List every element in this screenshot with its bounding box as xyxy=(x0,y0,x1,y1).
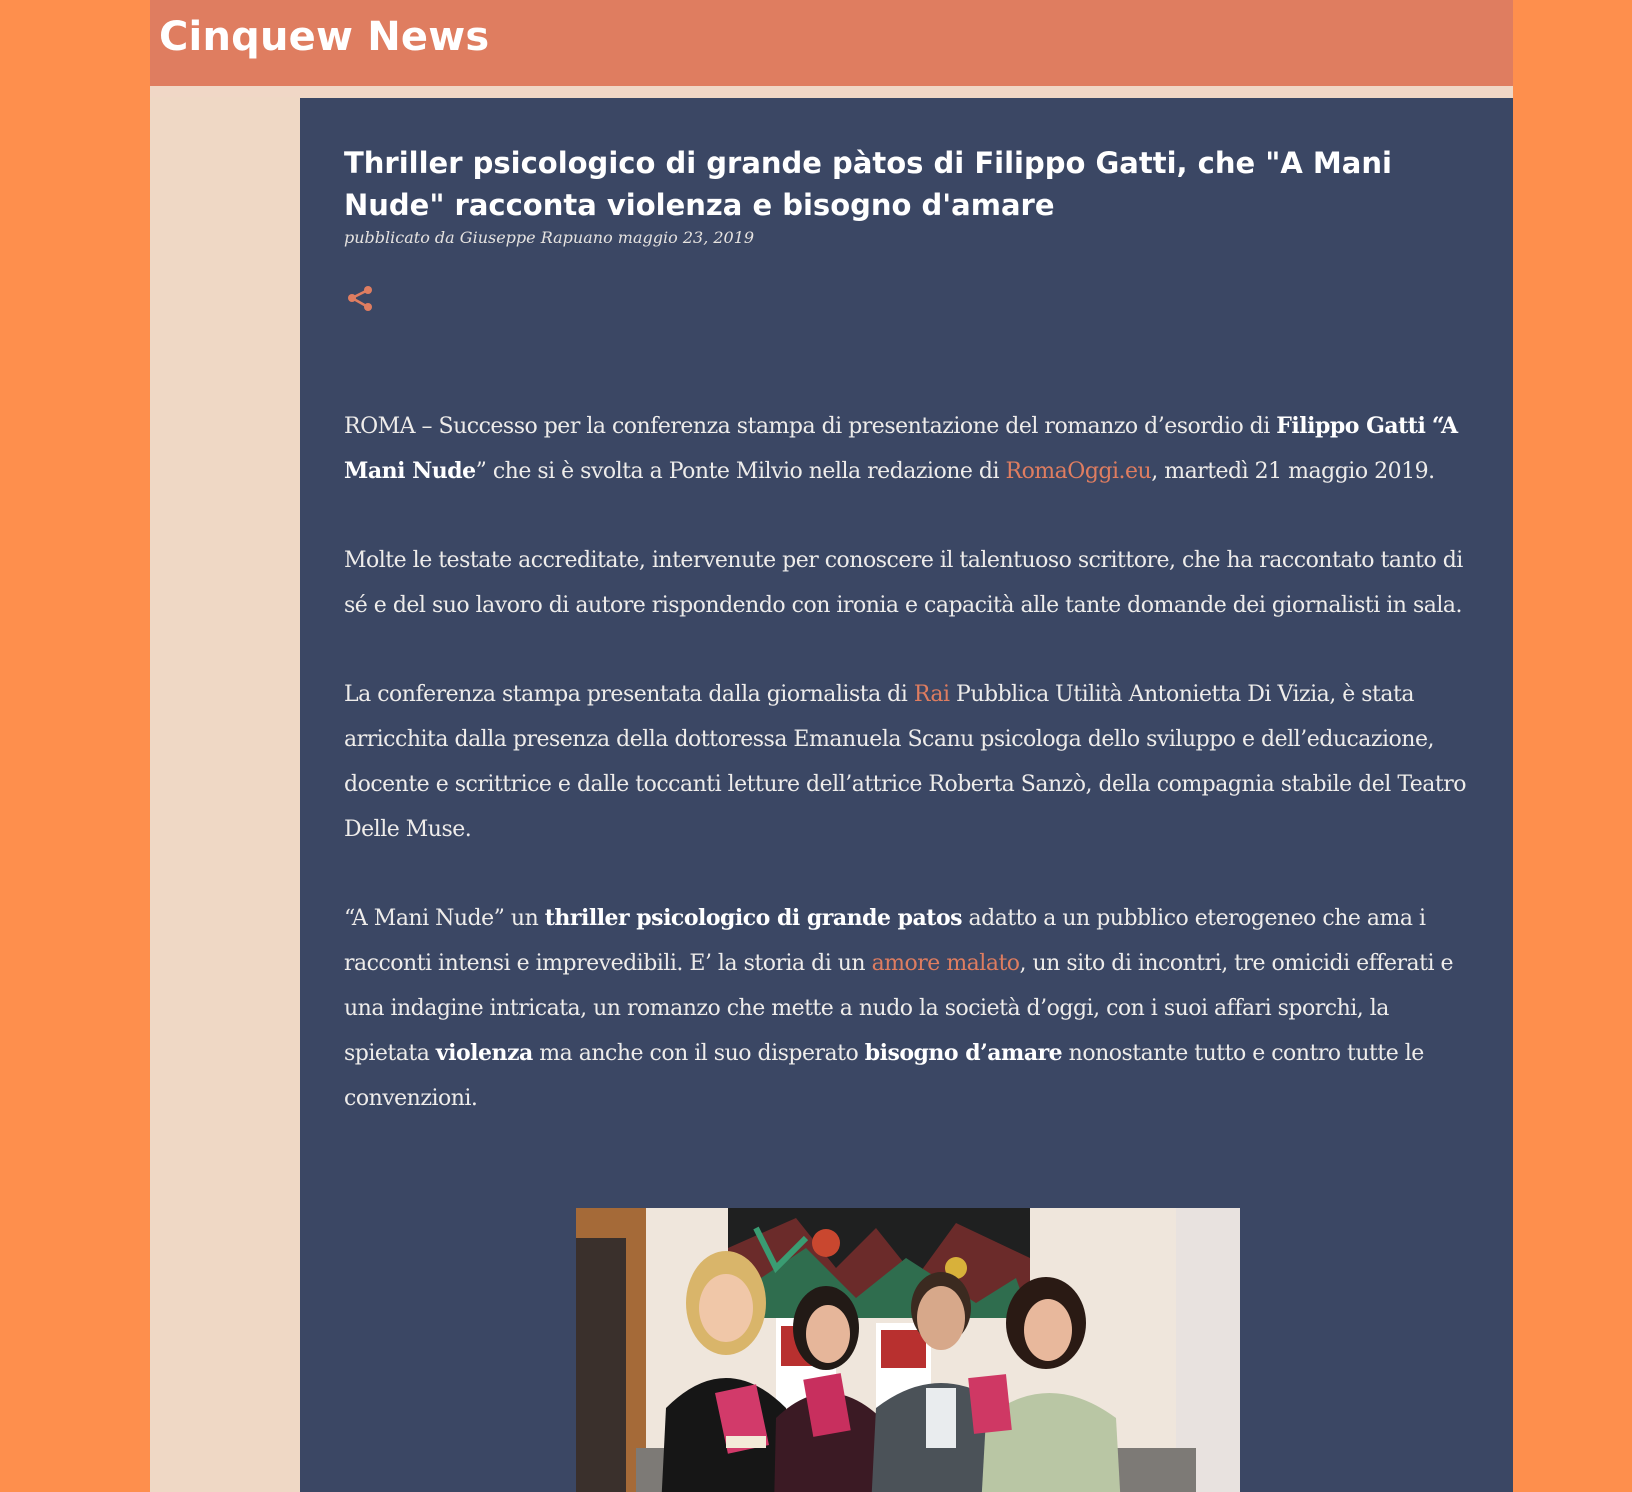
paragraph-2 xyxy=(344,538,1479,628)
header-divider xyxy=(150,86,1513,97)
site-header xyxy=(150,0,1513,86)
link-rai[interactable]: Rai xyxy=(913,682,950,707)
post-container xyxy=(300,98,1513,1492)
text-span: , martedì 21 maggio 2019. xyxy=(1151,459,1435,484)
paragraph-3 xyxy=(344,672,1479,852)
text-span: ” che si è svolta a Ponte Milvio nella redazione di xyxy=(475,459,1006,484)
bold-genre: thriller psicologico di grande patos xyxy=(544,905,963,931)
byline-date[interactable]: maggio 23, 2019 xyxy=(617,228,755,247)
post-body xyxy=(344,404,1479,1165)
text-span: , un sito di incontri, tre omicidi efferati e una indagine intricata, un romanzo che mette a nudo la società d’oggi, con i suoi affari sporchi, la spietata xyxy=(344,951,1454,1066)
link-amore-malato[interactable]: amore malato xyxy=(871,951,1020,976)
share-icon[interactable] xyxy=(344,282,376,314)
bold-author-name: Filippo Gatti xyxy=(1276,413,1426,439)
text-span: Molte le testate accreditate, intervenute per conoscere il talentuoso scrittore, che ha raccontato tanto di sé e del suo lavoro di autore rispondendo con ironia e capacità alle tante domande dei giornalisti in sala. xyxy=(344,548,1463,618)
article-photo[interactable] xyxy=(576,1208,1240,1492)
byline-prefix: pubblicato da xyxy=(344,228,455,247)
text-span: Pubblica Utilità Antonietta Di Vizia, è stata arricchita dalla presenza della dottoressa Emanuela Scanu psicologa dello sviluppo e dell’educazione, docente e scrittrice e dalle toccanti letture dell’attrice Roberta Sanzò, della compagnia stabile del Teatro Delle Muse. xyxy=(344,682,1467,842)
text-span: ma anche con il suo disperato xyxy=(532,1041,865,1066)
site-title-link[interactable]: Cinquew News xyxy=(159,14,490,60)
bold-book-title: “A Mani Nude xyxy=(344,413,1458,484)
link-romaoggi[interactable]: RomaOggi.eu xyxy=(1005,459,1152,484)
text-span: nonostante tutto e contro tutte le convenzioni. xyxy=(344,1041,1424,1111)
bold-bisogno: bisogno d’amare xyxy=(864,1040,1063,1066)
text-span: ROMA – Successo per la conferenza stampa di presentazione del romanzo d’esordio di xyxy=(344,414,1277,439)
paragraph-4 xyxy=(344,896,1479,1121)
page-wrapper xyxy=(150,0,1513,1492)
post-title[interactable]: Thriller psicologico di grande pàtos di Filippo Gatti, che "A Mani Nude" racconta violenza e bisogno d'amare xyxy=(344,146,1392,222)
bold-violenza: violenza xyxy=(435,1040,533,1066)
text-span: adatto a un pubblico eterogeneo che ama i racconti intensi e imprevedibili. E’ la storia di un xyxy=(344,906,1426,976)
text-span: La conferenza stampa presentata dalla giornalista di xyxy=(344,682,914,707)
post-byline xyxy=(344,228,754,247)
paragraph-1 xyxy=(344,404,1479,494)
text-span: “A Mani Nude” un xyxy=(344,906,545,931)
byline-author[interactable]: Giuseppe Rapuano xyxy=(459,228,613,247)
